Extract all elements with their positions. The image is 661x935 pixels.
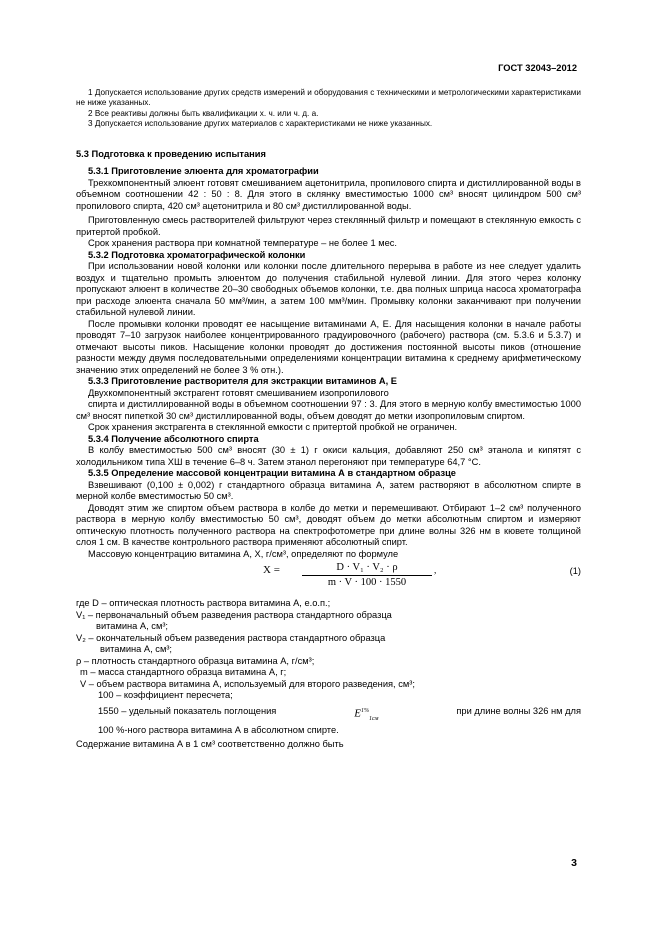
paragraph: Приготовленную смесь растворителей фильтруют через стеклянный фильтр и помещают в стеклянную емкость с притертой пробкой.: [76, 215, 581, 237]
legend-line: V – объем раствора витамина А, используемый для второго разведения, см³;: [80, 678, 415, 689]
legend-line: витамина А, см³;: [100, 644, 173, 655]
paragraph: Срок хранения раствора при комнатной температуре – не более 1 мес.: [88, 238, 397, 249]
section-5-3-3-heading: 5.3.3 Приготовление растворителя для экстракции витаминов А, Е: [88, 376, 398, 387]
legend-line: 100 – коэффициент пересчета;: [98, 690, 233, 701]
paragraph: спирта и дистиллированной воды в объемном соотношении 97 : 3. Для этого в мерную колбу вместимостью 1000 см³ вносят пипеткой 30 см³ дистиллированной воды, объем доводят до метки изопропиловым спиртом.: [76, 399, 581, 421]
formula-lhs: X =: [263, 564, 280, 577]
paragraph: Доводят этим же спиртом объем раствора в колбе до метки и перемешивают. Отбирают 1–2 см³ полученного раствора в мерную колбу вместимостью 50 см³, доводят объем до метки абсолютным спиртом и измеряют оптическую плотность полученного раствора на спектрофотометре при длине волны 326 нм в кювете толщиной слоя 1 см. В качестве контрольного раствора применяют абсолютный спирт.: [76, 502, 581, 548]
coef-left: 1550 – удельный показатель поглощения: [98, 705, 277, 716]
section-5-3-4-heading: 5.3.4 Получение абсолютного спирта: [88, 433, 259, 444]
formula-comma: ,: [434, 566, 437, 577]
legend-line: V₂ – окончательный объем разведения раствора стандартного образца: [76, 632, 386, 643]
paragraph: В колбу вместимостью 500 см³ вносят (30 ± 1) г окиси кальция, добавляют 250 см³ этанола и кипятят с холодильником типа ХШ в течение 6–8 ч. Затем этанол перегоняют при температуре 64,7 °С.: [76, 445, 581, 467]
legend-line: m – масса стандартного образца витамина А, г;: [80, 667, 287, 678]
coef-right: при длине волны 326 нм для: [456, 705, 581, 716]
section-5-3-2-heading: 5.3.2 Подготовка хроматографической колонки: [88, 249, 306, 260]
footnote-3: 3 Допускается использование других материалов с характеристиками не ниже указанных.: [88, 119, 433, 129]
formula-1: [76, 562, 581, 596]
formula-numerator: D · V₁ · V₂ · ρ: [302, 562, 432, 576]
section-5-3-5-heading: 5.3.5 Определение массовой концентрации витамина А в стандартном образце: [88, 468, 456, 479]
footnote-1: 1 Допускается использование других средств измерений и оборудования с техническими и метрологическими характеристиками не ниже указанных.: [76, 88, 581, 108]
section-5-3-1-heading: 5.3.1 Приготовление элюента для хроматографии: [88, 166, 319, 177]
formula-fraction: [302, 562, 432, 588]
standard-number: ГОСТ 32043–2012: [498, 63, 577, 73]
paragraph: Двухкомпонентный экстрагент готовят смешиванием изопропилового: [88, 387, 389, 398]
paragraph: Взвешивают (0,100 ± 0,002) г стандартного образца витамина А, затем растворяют в абсолютном спирте в мерной колбе вместимостью 50 см³.: [76, 479, 581, 502]
legend-coef-line: [76, 706, 581, 725]
formula-number: (1): [569, 566, 581, 577]
page-number: 3: [571, 857, 577, 869]
content-line: Содержание витамина А в 1 см³ соответственно должно быть: [76, 739, 344, 750]
formula-denominator: m · V · 100 · 1550: [327, 576, 407, 588]
legend-line: 100 %-ного раствора витамина А в абсолютном спирте.: [98, 724, 339, 735]
extinction-symbol: $E^{1\%}_{1см}$: [354, 707, 379, 722]
legend-line: ρ – плотность стандартного образца витамина А, г/см³;: [76, 655, 315, 666]
legend-line: V₁ – первоначальный объем разведения раствора стандартного образца: [76, 609, 392, 620]
footnote-2: 2 Все реактивы должны быть квалификации х. ч. или ч. д. а.: [88, 108, 319, 118]
paragraph: При использовании новой колонки или колонки после длительного перерыва в работе из нее следует удалить воздух и тщательно промыть элюентом до получения стабильной нулевой линии. Для этого через колонку пропускают элюент в количестве 20–30 свободных объемов колонки, т.е. два полных шприца насоса хроматографа при расходе элюента сначала 50 мм³/мин, а затем 100 мм³/мин. Промывку колонки заканчивают при получении стабильной нулевой линии.: [76, 261, 581, 318]
formula-legend: [76, 598, 581, 736]
paragraph: Массовую концентрацию витамина А, X, г/см³, определяют по формуле: [88, 548, 399, 559]
page-body: [76, 88, 581, 751]
paragraph: Срок хранения экстрагента в стеклянной емкости с притертой пробкой не ограничен.: [88, 422, 458, 433]
section-5-3-heading: 5.3 Подготовка к проведению испытания: [76, 148, 266, 159]
legend-line: где D – оптическая плотность раствора витамина А, е.о.п.;: [76, 598, 331, 609]
legend-line: витамина А, см³;: [96, 621, 169, 632]
paragraph: Трехкомпонентный элюент готовят смешиванием ацетонитрила, пропилового спирта и дистиллированной воды в объемном соотношении 42 : 50 : 8. Для этого в склянку вместимостью 1000 см³ вносят цилиндром 500 см³ пропилового спирта, 420 см³ ацетонитрила и 80 см³ дистиллированной воды.: [76, 177, 581, 211]
paragraph: После промывки колонки проводят ее насыщение витаминами А, Е. Для насыщения колонки в начале работы проводят 7–10 загрузок наиболее концентрированного градуировочного (рабочего) раствора (см. 5.3.6 и 5.3.7) и отмечают высоты пиков. Насыщение колонки проводят до достижения постоянной высоты пиков (отношение разности между двумя последовательными определениями концентрации витамина к среднему арифметическому значению этих определений не более 3 % отн.).: [76, 318, 581, 375]
